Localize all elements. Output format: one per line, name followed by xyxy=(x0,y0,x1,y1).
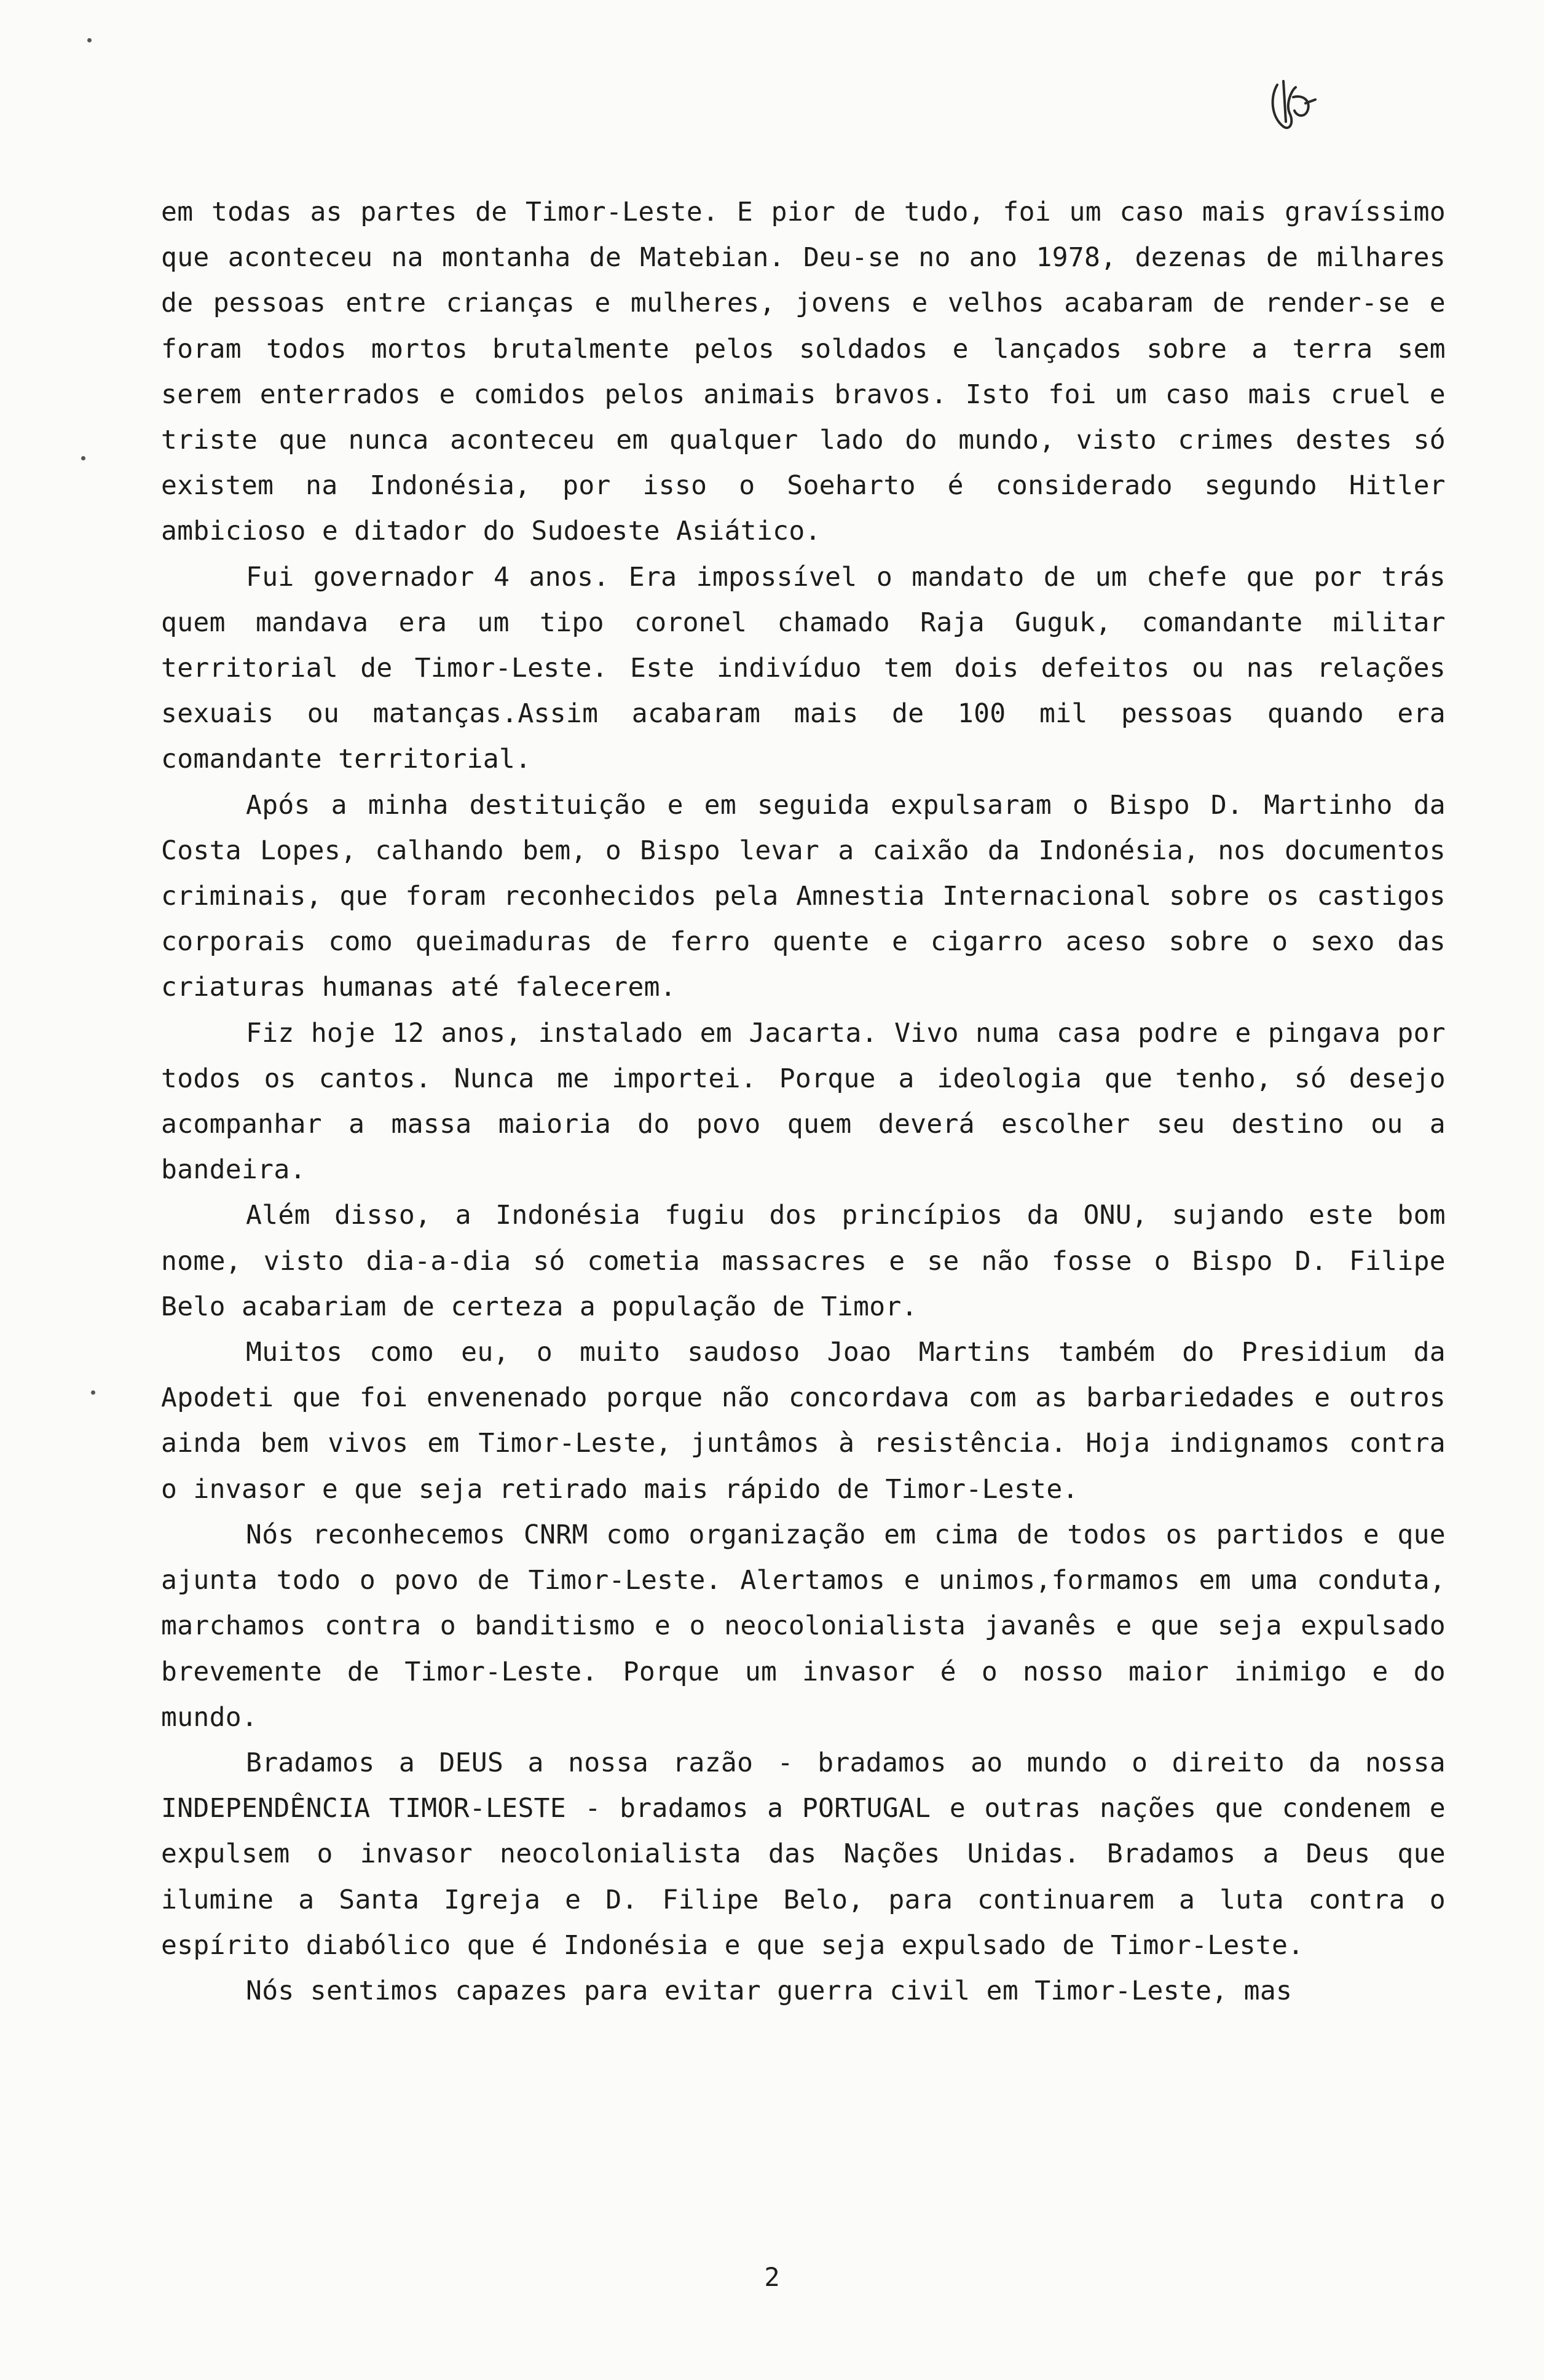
paragraph: em todas as partes de Timor-Leste. E pior de tudo, foi um caso mais gravíssimo que aconteceu na montanha de Matebian. Deu-se no ano 1978, dezenas de milhares de pessoas entre crianças e mulheres, jovens e velhos acabaram de render-se e foram todos mortos brutalmente pelos soldados e lançados sobre a terra sem serem enterrados e comidos pelos animais bravos. Isto foi um caso mais cruel e triste que nunca aconteceu em qualquer lado do mundo, visto crimes destes só existem na Indonésia, por isso o Soeharto é considerado segundo Hitler ambicioso e ditador do Sudoeste Asiático. xyxy=(161,197,1446,547)
paragraph: Nós sentimos capazes para evitar guerra civil em Timor-Leste, mas xyxy=(246,1975,1293,2006)
paragraph: Fui governador 4 anos. Era impossível o mandato de um chefe que por trás quem mandava era um tipo coronel chamado Raja Guguk, comandante militar territorial de Timor-Leste. Este indivíduo tem dois defeitos ou nas relações sexuais ou matanças.Assim acabaram mais de 100 mil pessoas quando era comandante territorial. xyxy=(161,561,1446,775)
paragraph: Além disso, a Indonésia fugiu dos princípios da ONU, sujando este bom nome, visto dia-a-dia só cometia massacres e se não fosse o Bispo D. Filipe Belo acabariam de certeza a população de Timor. xyxy=(161,1200,1446,1322)
letter-body xyxy=(161,189,1446,2014)
scan-speck xyxy=(91,1390,95,1395)
scan-speck xyxy=(81,456,85,460)
paragraph: Fiz hoje 12 anos, instalado em Jacarta. Vivo numa casa podre e pingava por todos os cantos. Nunca me importei. Porque a ideologia que tenho, só desejo acompanhar a massa maioria do povo quem deverá escolher seu destino ou a bandeira. xyxy=(161,1017,1446,1186)
paragraph: Nós reconhecemos CNRM como organização em cima de todos os partidos e que ajunta todo o povo de Timor-Leste. Alertamos e unimos,formamos em uma conduta, marchamos contra o banditismo e o neocolonialista javanês e que seja expulsado brevemente de Timor-Leste. Porque um invasor é o nosso maior inimigo e do mundo. xyxy=(161,1519,1446,1733)
paragraph: Muitos como eu, o muito saudoso Joao Martins também do Presidium da Apodeti que foi envenenado porque não concordava com as barbariedades e outros ainda bem vivos em Timor-Leste, juntâmos à resistência. Hoja indignamos contra o invasor e que seja retirado mais rápido de Timor-Leste. xyxy=(161,1337,1446,1505)
scan-speck xyxy=(87,38,92,42)
page-number: 2 xyxy=(764,2262,780,2292)
paragraph: Após a minha destituição e em seguida expulsaram o Bispo D. Martinho da Costa Lopes, calhando bem, o Bispo levar a caixão da Indonésia, nos documentos criminais, que foram reconhecidos pela Amnestia Internacional sobre os castigos corporais como queimaduras de ferro quente e cigarro aceso sobre o sexo das criaturas humanas até falecerem. xyxy=(161,789,1446,1003)
handwritten-initials-mark xyxy=(1259,73,1323,136)
paragraph: Bradamos a DEUS a nossa razão - bradamos ao mundo o direito da nossa INDEPENDÊNCIA TIMOR-LESTE - bradamos a PORTUGAL e outras nações que condenem e expulsem o invasor neocolonialista das Nações Unidas. Bradamos a Deus que ilumine a Santa Igreja e D. Filipe Belo, para continuarem a luta contra o espírito diabólico que é Indonésia e que seja expulsado de Timor-Leste. xyxy=(161,1747,1446,1961)
